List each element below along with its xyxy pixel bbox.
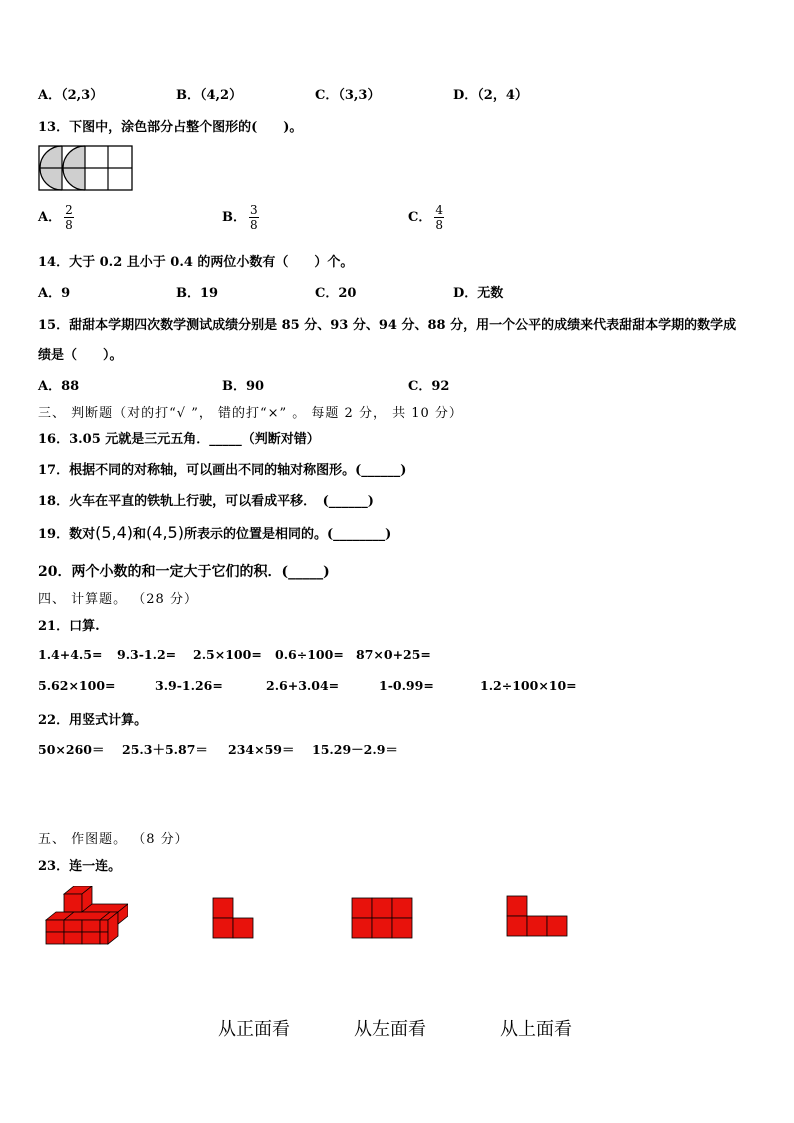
q16: 16．3.05 元就是三元五角．_____（判断对错） — [38, 432, 320, 447]
q14-option-c: C．20 — [315, 286, 357, 301]
q22-item: 25.3＋5.87＝ — [122, 742, 208, 757]
fraction — [249, 204, 259, 231]
q15-stem-line2: 绩是（ ）。 — [38, 348, 123, 363]
section-3-heading: 三、 判断题（对的打“√ ”， 错的打“×” 。 每题 2 分， 共 10 分） — [38, 406, 463, 421]
q21-stem: 21．口算. — [38, 619, 100, 634]
numerator: 2 — [65, 203, 73, 217]
q17: 17．根据不同的对称轴，可以画出不同的轴对称图形。(______) — [38, 463, 407, 478]
q14-option-b: B．19 — [176, 286, 219, 301]
option-letter: C． — [408, 210, 432, 225]
q22-item: 50×260＝ — [38, 742, 105, 757]
q19-pair-2: (4,5) — [146, 523, 184, 542]
q19-prefix: 19．数对 — [38, 527, 96, 542]
q21-item: 0.6÷100= — [275, 647, 344, 662]
view-shape-3 — [506, 895, 568, 938]
q12-option-a: A．（2,3） — [38, 88, 104, 103]
q12-option-d: D．（2，4） — [453, 88, 528, 103]
section-4-heading: 四、 计算题。 （28 分） — [38, 592, 198, 607]
q22-stem: 22．用竖式计算。 — [38, 713, 148, 728]
cube-assembly-figure — [44, 886, 128, 948]
q21-item: 3.9-1.26= — [155, 678, 223, 693]
q19 — [38, 523, 391, 542]
q19-mid: 和 — [133, 527, 147, 542]
q15-option-c: C．92 — [408, 379, 450, 394]
numerator: 3 — [250, 203, 258, 217]
view-label-front: 从正面看 — [218, 1019, 290, 1040]
denominator: 8 — [435, 218, 443, 232]
q23-stem: 23．连一连。 — [38, 859, 122, 874]
numerator: 4 — [435, 203, 443, 217]
section-5-heading: 五、 作图题。 （8 分） — [38, 832, 189, 847]
fraction — [64, 204, 74, 231]
q14-stem: 14．大于 0.2 且小于 0.4 的两位小数有（ ）个。 — [38, 255, 354, 270]
q21-item: 1-0.99= — [379, 678, 434, 693]
q21-item: 5.62×100= — [38, 678, 116, 693]
q21-item: 2.6+3.04= — [266, 678, 340, 693]
fraction — [434, 204, 444, 231]
denominator: 8 — [250, 218, 258, 232]
denominator: 8 — [65, 218, 73, 232]
q21-item: 87×0+25= — [356, 647, 431, 662]
view-shape-1 — [212, 897, 256, 941]
q13-shaded-grid-figure — [38, 145, 134, 191]
q14-option-a: A．9 — [38, 286, 71, 301]
q19-pair-1: (5,4) — [95, 523, 134, 542]
q20: 20．两个小数的和一定大于它们的积．(_____) — [38, 564, 330, 580]
option-letter: B． — [222, 210, 246, 225]
q13-option-b — [222, 204, 259, 231]
q21-item: 1.4+4.5= — [38, 647, 103, 662]
option-letter: A． — [38, 210, 62, 225]
q18: 18．火车在平直的铁轨上行驶，可以看成平移． (______) — [38, 494, 374, 509]
q12-option-c: C．（3,3） — [315, 88, 381, 103]
q13-option-a — [38, 204, 74, 231]
q15-option-b: B．90 — [222, 379, 265, 394]
q13-option-c — [408, 204, 444, 231]
view-label-left: 从左面看 — [354, 1019, 426, 1040]
q21-item: 2.5×100= — [193, 647, 262, 662]
q22-item: 15.29－2.9＝ — [312, 742, 398, 757]
view-label-top: 从上面看 — [500, 1019, 572, 1040]
q15-stem-line1: 15．甜甜本学期四次数学测试成绩分别是 85 分、93 分、94 分、88 分，用一个公平的成绩来代表甜甜本学期的数学成 — [38, 318, 737, 333]
q19-suffix: 所表示的位置是相同的。(________) — [183, 527, 392, 542]
q15-option-a: A．88 — [38, 379, 80, 394]
q22-item: 234×59＝ — [228, 742, 295, 757]
q21-item: 9.3-1.2= — [117, 647, 177, 662]
q13-stem: 13．下图中，涂色部分占整个图形的( )。 — [38, 120, 303, 135]
q14-option-d: D．无数 — [453, 286, 504, 301]
view-shape-2 — [351, 897, 413, 940]
q12-option-b: B．（4,2） — [176, 88, 243, 103]
q21-item: 1.2÷100×10= — [480, 678, 577, 693]
